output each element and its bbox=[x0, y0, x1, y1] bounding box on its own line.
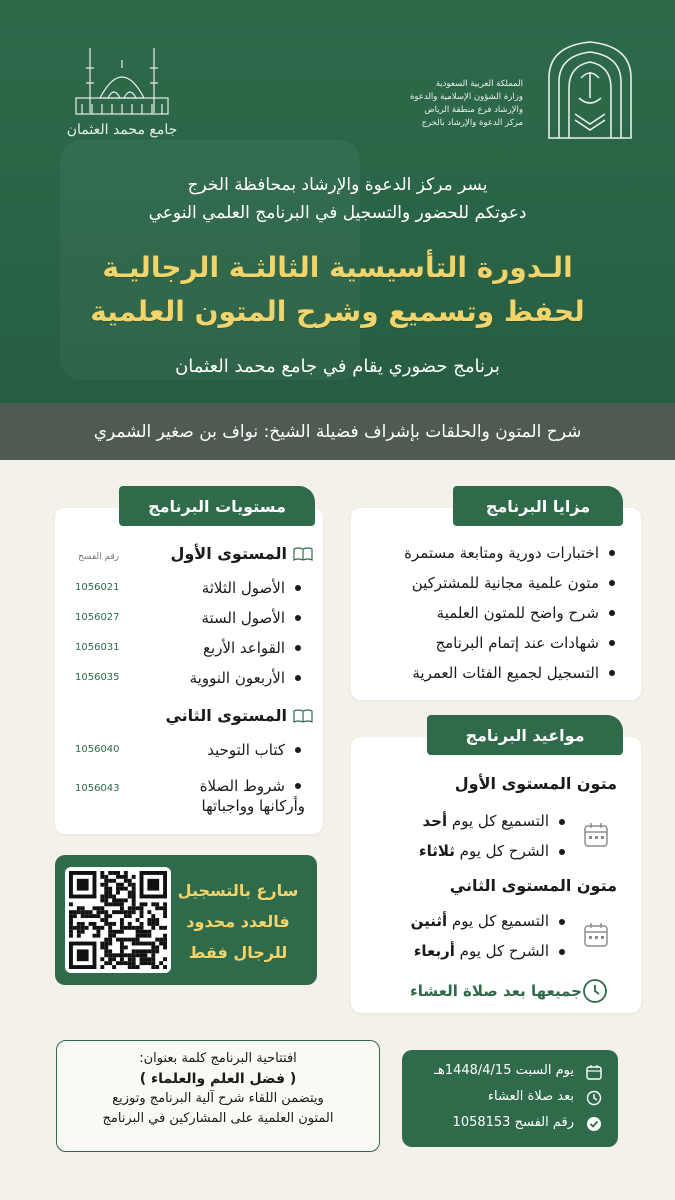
mosque-logo bbox=[62, 38, 182, 148]
schedule-row-text: الشرح كل يوم bbox=[459, 842, 549, 860]
list-item: الأصول الستة bbox=[145, 603, 305, 633]
calendar-icon bbox=[586, 1064, 602, 1080]
register-line-3: للرجال فقط bbox=[188, 943, 288, 962]
level-2-heading bbox=[165, 706, 313, 725]
intro-text bbox=[0, 171, 675, 227]
list-item: التسجيل لجميع الفئات العمرية bbox=[359, 658, 619, 688]
book-icon bbox=[293, 709, 313, 723]
schedule-row bbox=[423, 812, 565, 830]
level-2-list bbox=[145, 735, 305, 801]
features-title: مزايا البرنامج bbox=[485, 496, 591, 516]
intro-line-1: يسر مركز الدعوة والإرشاد بمحافظة الخرج bbox=[187, 175, 488, 195]
schedule-row-day: ثلاثاء bbox=[418, 842, 455, 860]
supervision-text: شرح المتون والحلقات بإشراف فضيلة الشيخ: نواف بن صغير الشمري bbox=[93, 421, 582, 442]
schedule-title: مواعيد البرنامج bbox=[465, 725, 585, 745]
venue-subtitle: برنامج حضوري يقام في جامع محمد العثمان bbox=[175, 356, 500, 377]
schedule-row-text: التسميع كل يوم bbox=[451, 912, 549, 930]
ministry-line: والإرشاد فرع منطقة الرياض bbox=[424, 105, 523, 115]
level-2-name: المستوى الثاني bbox=[165, 706, 287, 725]
schedule-level-2-title: متون المستوى الثاني bbox=[449, 876, 617, 895]
mosque-name-logo: جامع محمد العثمان bbox=[66, 122, 178, 138]
ministry-text bbox=[373, 78, 523, 130]
schedule-row-text: الشرح كل يوم bbox=[459, 942, 549, 960]
schedule-footer: جميعها بعد صلاة العشاء bbox=[410, 982, 582, 1000]
permit-code: 1056027 bbox=[75, 612, 120, 623]
schedule-row-day: أحد bbox=[422, 812, 448, 830]
qr-code-icon bbox=[69, 871, 167, 969]
header-banner bbox=[0, 0, 675, 403]
register-box[interactable] bbox=[55, 855, 317, 985]
level-1-name: المستوى الأول bbox=[170, 544, 287, 563]
opening-line-3: ويتضمن اللقاء شرح آلية البرنامج وتوزيع bbox=[112, 1091, 324, 1106]
permit-code: 1056040 bbox=[75, 744, 120, 755]
ministry-logo bbox=[383, 38, 643, 143]
schedule-row bbox=[414, 942, 565, 960]
list-item: كتاب التوحيد bbox=[145, 735, 305, 765]
register-line-2: فالعدد محدود bbox=[186, 912, 290, 931]
mosque-icon bbox=[62, 38, 182, 128]
intro-line-2: دعوتكم للحضور والتسجيل في البرنامج العلمي النوعي bbox=[148, 203, 527, 223]
calendar-icon bbox=[584, 822, 608, 848]
register-text bbox=[173, 875, 303, 968]
opening-line-4: المتون العلمية على المشاركين في البرنامج bbox=[102, 1111, 334, 1126]
permit-code: 1056035 bbox=[75, 672, 120, 683]
list-item: شروط الصلاة bbox=[145, 771, 305, 801]
level-1-heading bbox=[170, 544, 313, 563]
permit-code: 1056043 bbox=[75, 783, 120, 794]
schedule-row bbox=[411, 912, 565, 930]
list-item: القواعد الأربع bbox=[145, 633, 305, 663]
ministry-line: المملكة العربية السعودية bbox=[435, 79, 523, 89]
permit-code-header: رقم الفسح bbox=[78, 552, 120, 562]
register-line-1: سارع بالتسجيل bbox=[177, 881, 299, 900]
course-title-line-1: الـدورة التأسيسية الثالثـة الرجاليـة bbox=[102, 251, 573, 284]
qr-code[interactable] bbox=[65, 867, 171, 973]
permit-code: 1056021 bbox=[75, 582, 120, 593]
supervision-band bbox=[0, 403, 675, 460]
opening-box bbox=[56, 1040, 380, 1152]
ministry-line: وزارة الشؤون الإسلامية والدعوة bbox=[409, 92, 523, 102]
clock-icon bbox=[586, 1090, 602, 1106]
opening-topic: ( فضل العلم والعلماء ) bbox=[139, 1071, 297, 1087]
verified-check-icon bbox=[586, 1116, 602, 1132]
schedule-tab bbox=[427, 715, 623, 755]
event-time: بعد صلاة العشاء bbox=[487, 1089, 574, 1104]
clock-icon bbox=[582, 978, 608, 1004]
event-details-box bbox=[402, 1050, 618, 1147]
levels-tab bbox=[119, 486, 315, 526]
list-item: الأربعون النووية bbox=[145, 663, 305, 693]
schedule-level-1-title: متون المستوى الأول bbox=[454, 774, 617, 793]
list-item: الأصول الثلاثة bbox=[145, 573, 305, 603]
calendar-icon bbox=[584, 922, 608, 948]
list-item: شرح واضح للمتون العلمية bbox=[359, 598, 619, 628]
event-date: يوم السبت 1448/4/15هـ bbox=[434, 1063, 574, 1078]
level-1-list bbox=[145, 573, 305, 693]
list-item: متون علمية مجانية للمشتركين bbox=[359, 568, 619, 598]
schedule-row-text: التسميع كل يوم bbox=[451, 812, 549, 830]
schedule-row bbox=[419, 842, 565, 860]
ministry-emblem-icon bbox=[537, 38, 643, 142]
levels-title: مستويات البرنامج bbox=[148, 496, 286, 516]
features-tab bbox=[453, 486, 623, 526]
book-icon bbox=[293, 547, 313, 561]
permit-code: 1056031 bbox=[75, 642, 120, 653]
features-list bbox=[359, 538, 619, 688]
schedule-row-day: أربعاء bbox=[413, 942, 455, 960]
list-item: اختبارات دورية ومتابعة مستمرة bbox=[359, 538, 619, 568]
event-permit: رقم الفسح 1058153 bbox=[452, 1115, 574, 1130]
ministry-line: مركز الدعوة والإرشاد بالخرج bbox=[421, 118, 523, 128]
schedule-row-day: أثنين bbox=[410, 912, 448, 930]
course-title-line-2: لحفظ وتسميع وشرح المتون العلمية bbox=[90, 295, 585, 328]
opening-line-1: افتتاحية البرنامج كلمة بعنوان: bbox=[139, 1051, 297, 1066]
level-2-item-continuation: وأركانها وواجباتها bbox=[201, 797, 305, 815]
list-item: شهادات عند إتمام البرنامج bbox=[359, 628, 619, 658]
course-title bbox=[0, 246, 675, 334]
